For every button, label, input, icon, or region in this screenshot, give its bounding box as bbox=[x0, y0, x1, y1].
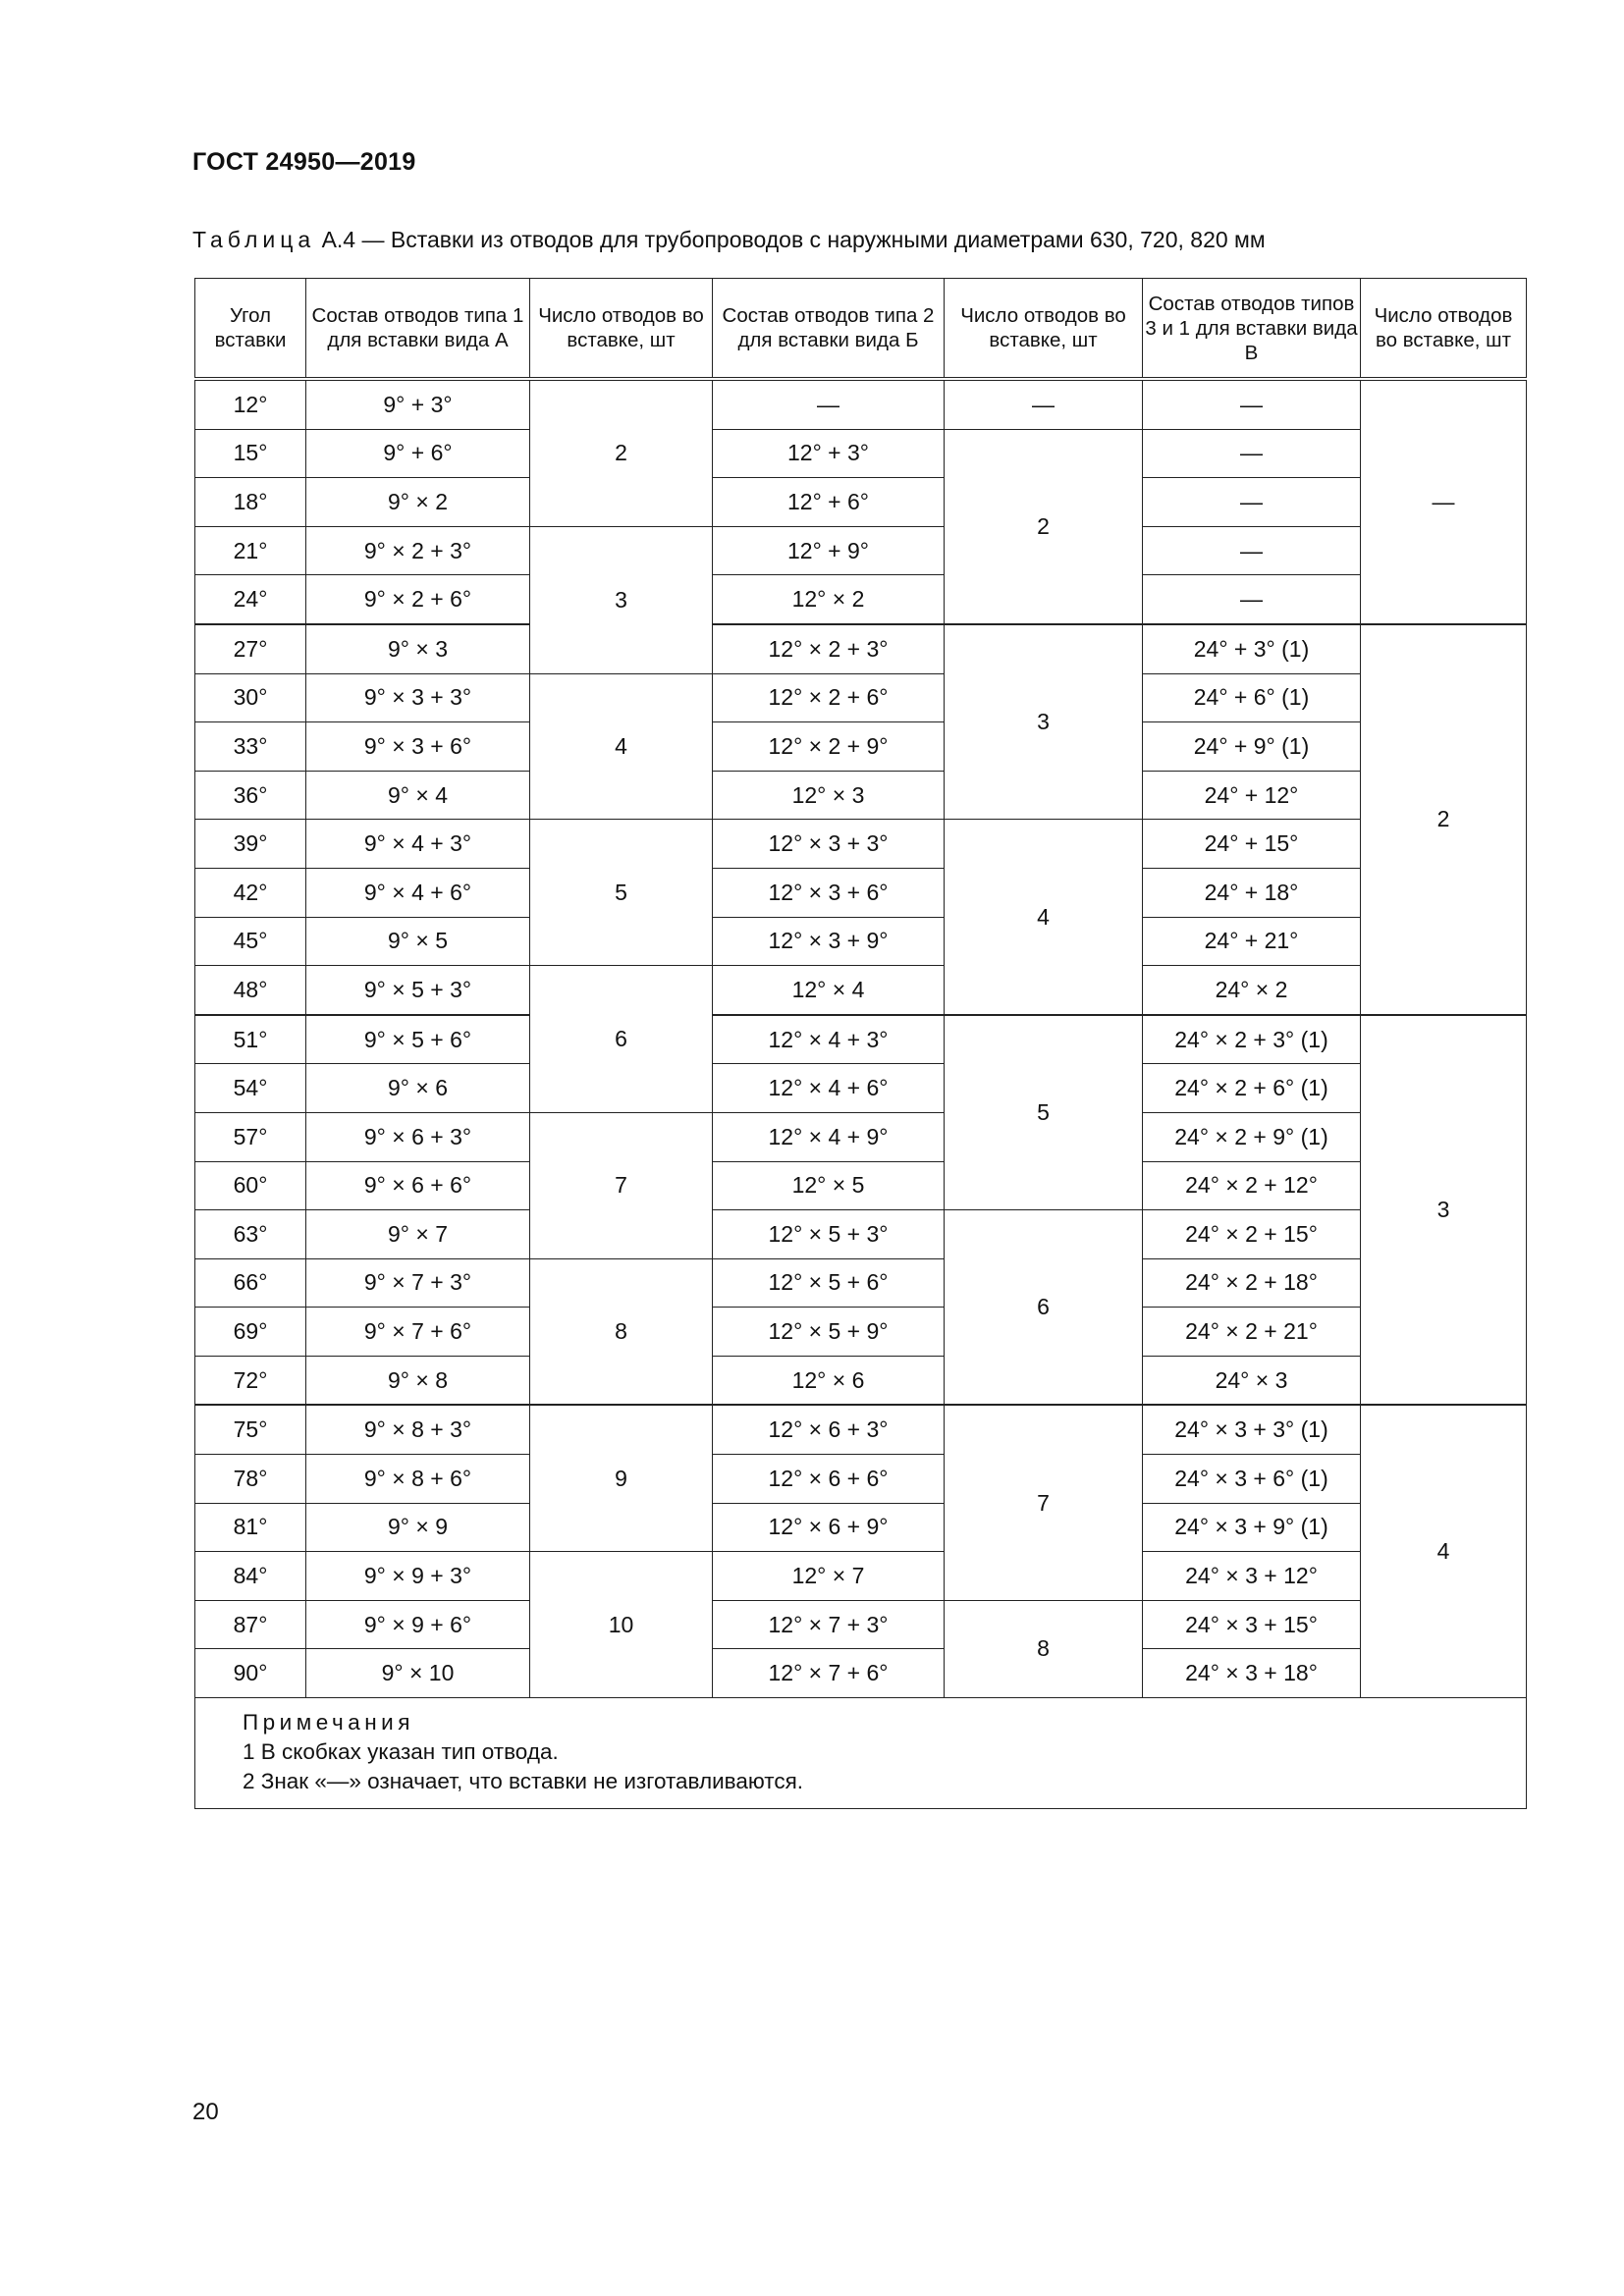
type3-cell: 24° × 2 + 12° bbox=[1143, 1161, 1361, 1210]
type1-cell: 9° × 2 bbox=[306, 478, 530, 527]
angle-cell: 69° bbox=[195, 1308, 306, 1357]
type2-cell: 12° × 7 + 3° bbox=[713, 1600, 945, 1649]
type2-cell: 12° × 3 bbox=[713, 771, 945, 820]
type1-cell: 9° × 6 bbox=[306, 1064, 530, 1113]
angle-cell: 78° bbox=[195, 1455, 306, 1504]
angle-cell: 24° bbox=[195, 575, 306, 624]
type1-cell: 9° × 9 + 3° bbox=[306, 1552, 530, 1601]
type3-cell: 24° × 3 + 3° (1) bbox=[1143, 1405, 1361, 1454]
count-a-cell: 3 bbox=[530, 526, 713, 673]
type3-cell: — bbox=[1143, 526, 1361, 575]
table-row bbox=[195, 526, 1527, 575]
type3-cell: — bbox=[1143, 379, 1361, 429]
document-header: ГОСТ 24950—2019 bbox=[192, 148, 416, 176]
angle-cell: 87° bbox=[195, 1600, 306, 1649]
table-row bbox=[195, 771, 1527, 820]
table-row bbox=[195, 1112, 1527, 1161]
angle-cell: 21° bbox=[195, 526, 306, 575]
table-row bbox=[195, 868, 1527, 917]
type1-cell: 9° + 6° bbox=[306, 429, 530, 478]
type3-cell: 24° + 21° bbox=[1143, 917, 1361, 966]
type3-cell: 24° × 2 + 9° (1) bbox=[1143, 1112, 1361, 1161]
table-row bbox=[195, 429, 1527, 478]
table-header-row bbox=[195, 279, 1527, 380]
header-angle: Угол вставки bbox=[195, 279, 306, 380]
type1-cell: 9° × 4 bbox=[306, 771, 530, 820]
count-b-cell: 6 bbox=[945, 1210, 1143, 1406]
count-a-cell: 6 bbox=[530, 966, 713, 1113]
count-a-cell: 4 bbox=[530, 673, 713, 820]
type1-cell: 9° + 3° bbox=[306, 379, 530, 429]
type3-cell: 24° × 3 + 6° (1) bbox=[1143, 1455, 1361, 1504]
table-row bbox=[195, 673, 1527, 722]
note-item: 2 Знак «—» означает, что вставки не изготавливаются. bbox=[243, 1769, 804, 1794]
angle-cell: 15° bbox=[195, 429, 306, 478]
angle-cell: 33° bbox=[195, 722, 306, 772]
type2-cell: 12° × 4 + 3° bbox=[713, 1015, 945, 1064]
table-row bbox=[195, 1600, 1527, 1649]
angle-cell: 51° bbox=[195, 1015, 306, 1064]
table-row bbox=[195, 1161, 1527, 1210]
type1-cell: 9° × 6 + 3° bbox=[306, 1112, 530, 1161]
table-row bbox=[195, 1064, 1527, 1113]
count-a-cell: 5 bbox=[530, 820, 713, 966]
angle-cell: 48° bbox=[195, 966, 306, 1015]
type1-cell: 9° × 8 bbox=[306, 1356, 530, 1405]
type3-cell: 24° + 3° (1) bbox=[1143, 624, 1361, 673]
count-c-cell: 3 bbox=[1361, 1015, 1527, 1406]
angle-cell: 27° bbox=[195, 624, 306, 673]
type3-cell: 24° × 3 + 15° bbox=[1143, 1600, 1361, 1649]
table-row bbox=[195, 1210, 1527, 1259]
count-a-cell: 2 bbox=[530, 379, 713, 526]
angle-cell: 30° bbox=[195, 673, 306, 722]
count-a-cell: 8 bbox=[530, 1258, 713, 1405]
type1-cell: 9° × 6 + 6° bbox=[306, 1161, 530, 1210]
table-row bbox=[195, 1356, 1527, 1405]
type2-cell: 12° + 6° bbox=[713, 478, 945, 527]
type2-cell: 12° × 4 + 6° bbox=[713, 1064, 945, 1113]
table-caption-prefix: Таблица bbox=[192, 227, 316, 252]
inserts-table bbox=[194, 278, 1527, 1809]
count-c-cell: 4 bbox=[1361, 1405, 1527, 1697]
type3-cell: 24° × 3 + 9° (1) bbox=[1143, 1503, 1361, 1552]
notes-title: Примечания bbox=[243, 1710, 414, 1735]
header-type1: Состав отводов типа 1 для вставки вида А bbox=[306, 279, 530, 380]
count-a-cell: 9 bbox=[530, 1405, 713, 1551]
table-row bbox=[195, 1649, 1527, 1698]
type2-cell: 12° × 2 + 9° bbox=[713, 722, 945, 772]
type1-cell: 9° × 10 bbox=[306, 1649, 530, 1698]
type3-cell: 24° × 2 bbox=[1143, 966, 1361, 1015]
type2-cell: 12° × 2 bbox=[713, 575, 945, 624]
table-row bbox=[195, 478, 1527, 527]
type1-cell: 9° × 5 bbox=[306, 917, 530, 966]
type3-cell: 24° + 18° bbox=[1143, 868, 1361, 917]
type2-cell: 12° × 5 + 6° bbox=[713, 1258, 945, 1308]
type3-cell: 24° + 9° (1) bbox=[1143, 722, 1361, 772]
table-body bbox=[195, 379, 1527, 1698]
type2-cell: 12° × 6 bbox=[713, 1356, 945, 1405]
type3-cell: 24° × 3 + 12° bbox=[1143, 1552, 1361, 1601]
type1-cell: 9° × 7 + 6° bbox=[306, 1308, 530, 1357]
table-row bbox=[195, 1455, 1527, 1504]
page-number: 20 bbox=[192, 2099, 219, 2125]
type3-cell: 24° × 2 + 3° (1) bbox=[1143, 1015, 1361, 1064]
table-row bbox=[195, 624, 1527, 673]
type1-cell: 9° × 5 + 3° bbox=[306, 966, 530, 1015]
angle-cell: 72° bbox=[195, 1356, 306, 1405]
type3-cell: 24° + 15° bbox=[1143, 820, 1361, 869]
type1-cell: 9° × 8 + 6° bbox=[306, 1455, 530, 1504]
header-count-a: Число отводов во вставке, шт bbox=[530, 279, 713, 380]
type1-cell: 9° × 4 + 3° bbox=[306, 820, 530, 869]
header-type3: Состав отводов типов 3 и 1 для вставки вида В bbox=[1143, 279, 1361, 380]
notes-cell bbox=[195, 1698, 1527, 1809]
table-row bbox=[195, 1405, 1527, 1454]
type1-cell: 9° × 9 bbox=[306, 1503, 530, 1552]
type3-cell: — bbox=[1143, 429, 1361, 478]
angle-cell: 39° bbox=[195, 820, 306, 869]
table-caption-text: А.4 — Вставки из отводов для трубопроводов с наружными диаметрами 630, 720, 820 мм bbox=[315, 227, 1266, 252]
table-row bbox=[195, 379, 1527, 429]
type1-cell: 9° × 2 + 6° bbox=[306, 575, 530, 624]
type1-cell: 9° × 3 bbox=[306, 624, 530, 673]
count-b-cell: 3 bbox=[945, 624, 1143, 820]
type2-cell: 12° + 3° bbox=[713, 429, 945, 478]
table-row bbox=[195, 917, 1527, 966]
type1-cell: 9° × 3 + 3° bbox=[306, 673, 530, 722]
count-a-cell: 7 bbox=[530, 1112, 713, 1258]
type1-cell: 9° × 5 + 6° bbox=[306, 1015, 530, 1064]
type2-cell: 12° × 5 + 3° bbox=[713, 1210, 945, 1259]
count-c-cell: — bbox=[1361, 379, 1527, 624]
table-row bbox=[195, 575, 1527, 624]
angle-cell: 90° bbox=[195, 1649, 306, 1698]
table-row bbox=[195, 820, 1527, 869]
table-row bbox=[195, 1258, 1527, 1308]
angle-cell: 63° bbox=[195, 1210, 306, 1259]
type1-cell: 9° × 7 bbox=[306, 1210, 530, 1259]
count-b-cell: 8 bbox=[945, 1600, 1143, 1697]
count-b-cell: 4 bbox=[945, 820, 1143, 1015]
type2-cell: 12° × 6 + 3° bbox=[713, 1405, 945, 1454]
angle-cell: 36° bbox=[195, 771, 306, 820]
angle-cell: 60° bbox=[195, 1161, 306, 1210]
table-row bbox=[195, 1308, 1527, 1357]
type1-cell: 9° × 7 + 3° bbox=[306, 1258, 530, 1308]
type3-cell: 24° × 2 + 6° (1) bbox=[1143, 1064, 1361, 1113]
angle-cell: 66° bbox=[195, 1258, 306, 1308]
type1-cell: 9° × 3 + 6° bbox=[306, 722, 530, 772]
notes-row bbox=[195, 1698, 1527, 1809]
table-row bbox=[195, 1015, 1527, 1064]
type1-cell: 9° × 8 + 3° bbox=[306, 1405, 530, 1454]
type2-cell: 12° × 2 + 6° bbox=[713, 673, 945, 722]
angle-cell: 84° bbox=[195, 1552, 306, 1601]
angle-cell: 54° bbox=[195, 1064, 306, 1113]
type2-cell: 12° × 4 bbox=[713, 966, 945, 1015]
type2-cell: — bbox=[713, 379, 945, 429]
type3-cell: — bbox=[1143, 575, 1361, 624]
type2-cell: 12° × 3 + 6° bbox=[713, 868, 945, 917]
header-type2: Состав отводов типа 2 для вставки вида Б bbox=[713, 279, 945, 380]
type2-cell: 12° × 7 bbox=[713, 1552, 945, 1601]
type3-cell: — bbox=[1143, 478, 1361, 527]
type2-cell: 12° + 9° bbox=[713, 526, 945, 575]
angle-cell: 42° bbox=[195, 868, 306, 917]
angle-cell: 18° bbox=[195, 478, 306, 527]
type2-cell: 12° × 7 + 6° bbox=[713, 1649, 945, 1698]
type2-cell: 12° × 3 + 9° bbox=[713, 917, 945, 966]
count-a-cell: 10 bbox=[530, 1552, 713, 1698]
count-b-cell: — bbox=[945, 379, 1143, 429]
table-row bbox=[195, 1503, 1527, 1552]
type3-cell: 24° × 2 + 21° bbox=[1143, 1308, 1361, 1357]
type1-cell: 9° × 4 + 6° bbox=[306, 868, 530, 917]
type2-cell: 12° × 4 + 9° bbox=[713, 1112, 945, 1161]
type3-cell: 24° × 3 bbox=[1143, 1356, 1361, 1405]
note-item: 1 В скобках указан тип отвода. bbox=[243, 1739, 559, 1765]
header-count-b: Число отводов во вставке, шт bbox=[945, 279, 1143, 380]
type2-cell: 12° × 5 bbox=[713, 1161, 945, 1210]
table-row bbox=[195, 722, 1527, 772]
angle-cell: 75° bbox=[195, 1405, 306, 1454]
count-b-cell: 5 bbox=[945, 1015, 1143, 1210]
type1-cell: 9° × 9 + 6° bbox=[306, 1600, 530, 1649]
type3-cell: 24° × 2 + 15° bbox=[1143, 1210, 1361, 1259]
type2-cell: 12° × 6 + 6° bbox=[713, 1455, 945, 1504]
type2-cell: 12° × 5 + 9° bbox=[713, 1308, 945, 1357]
type2-cell: 12° × 2 + 3° bbox=[713, 624, 945, 673]
type3-cell: 24° + 12° bbox=[1143, 771, 1361, 820]
angle-cell: 81° bbox=[195, 1503, 306, 1552]
type3-cell: 24° × 3 + 18° bbox=[1143, 1649, 1361, 1698]
type2-cell: 12° × 6 + 9° bbox=[713, 1503, 945, 1552]
count-c-cell: 2 bbox=[1361, 624, 1527, 1015]
count-b-cell: 2 bbox=[945, 429, 1143, 624]
header-count-c: Число отводов во вставке, шт bbox=[1361, 279, 1527, 380]
angle-cell: 45° bbox=[195, 917, 306, 966]
type3-cell: 24° + 6° (1) bbox=[1143, 673, 1361, 722]
type1-cell: 9° × 2 + 3° bbox=[306, 526, 530, 575]
angle-cell: 12° bbox=[195, 379, 306, 429]
table-row bbox=[195, 1552, 1527, 1601]
count-b-cell: 7 bbox=[945, 1405, 1143, 1600]
angle-cell: 57° bbox=[195, 1112, 306, 1161]
type2-cell: 12° × 3 + 3° bbox=[713, 820, 945, 869]
table-row bbox=[195, 966, 1527, 1015]
table-caption bbox=[192, 227, 1266, 253]
type3-cell: 24° × 2 + 18° bbox=[1143, 1258, 1361, 1308]
